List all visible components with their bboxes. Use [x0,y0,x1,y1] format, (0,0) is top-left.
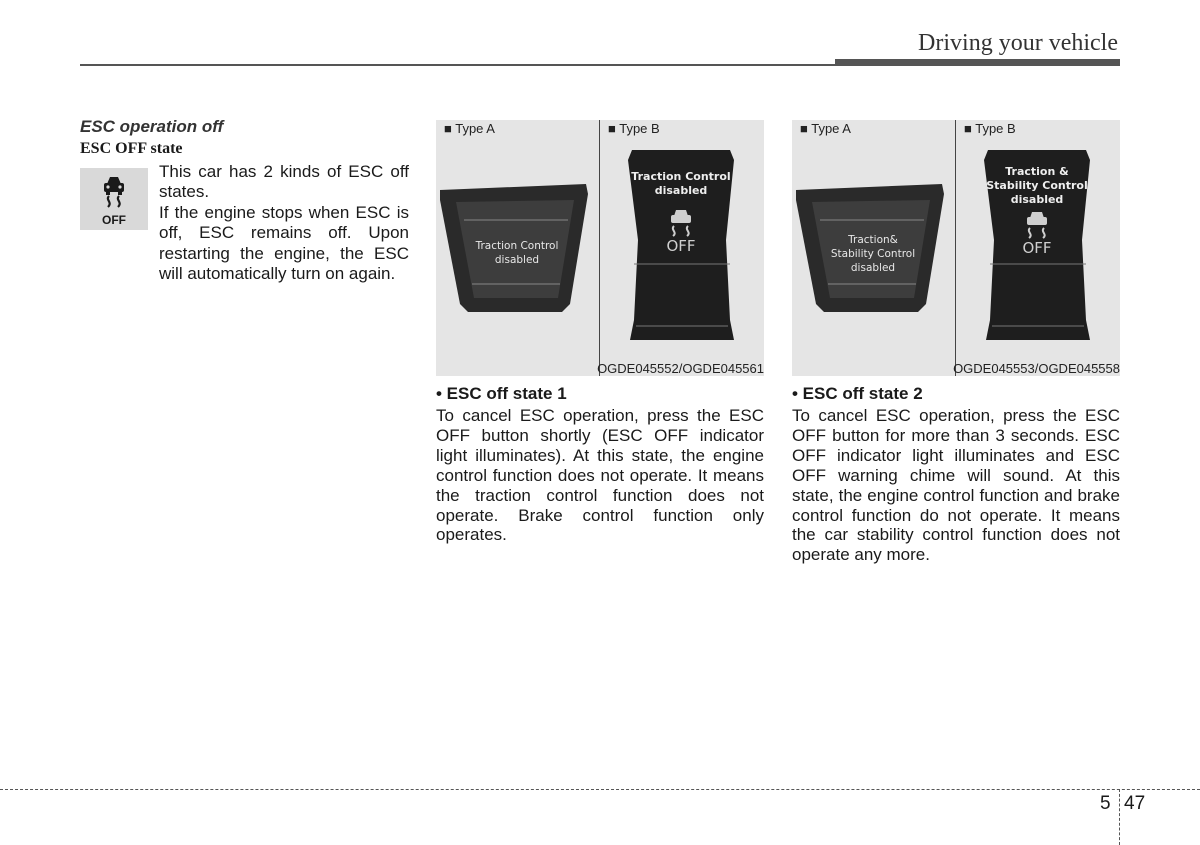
panel-a-line: disabled [850,262,896,274]
figure-esc-off-state-1 [436,120,764,376]
figure-code: OGDE045553/OGDE045558 [953,361,1120,376]
state-2-block [792,384,1120,565]
panel-a-line: Stability Control [830,248,916,260]
panel-b-line: Traction Control [631,170,731,183]
state-body: To cancel ESC operation, press the ESC OFF button shortly (ESC OFF indicator light illuminates). At this state, the engine control function does not operate. It means the traction control function does not operate. Brake control function only operates. [436,406,764,545]
section-body [159,162,409,284]
type-b-label: ■ Type B [608,121,660,136]
figure-esc-off-state-2 [792,120,1120,376]
page-chapter: 5 [1100,793,1111,814]
header-title: Driving your vehicle [918,30,1118,56]
type-a-label: ■ Type A [800,121,851,136]
panel-b-line: Stability Control [986,179,1088,192]
paragraph: If the engine stops when ESC is off, ESC remains off. Upon restarting the engine, the ESC will automatically turn on again. [159,202,409,284]
panel-b-line: disabled [1010,193,1064,206]
figure-code: OGDE045552/OGDE045561 [597,361,764,376]
state-title: • ESC off state 2 [792,384,923,403]
esc-off-icon [80,168,148,230]
state-title: • ESC off state 1 [436,384,567,403]
page-number: 47 [1124,793,1146,814]
type-a-label: ■ Type A [444,121,495,136]
footer-dashed-rule [0,789,1200,790]
panel-b-line: Traction & [1005,165,1069,178]
header-rule-accent [835,59,1120,66]
esc-icon-off-label: OFF [102,213,126,227]
panel-a-line: Traction Control [475,240,559,252]
header-rule [80,64,840,66]
state-1-block [436,384,764,545]
panel-a-line: disabled [494,254,540,266]
panel-a-line: Traction& [848,234,898,246]
footer-page-separator [1119,789,1120,845]
section-title: ESC operation off [80,117,224,136]
state-body: To cancel ESC operation, press the ESC OFF button for more than 3 seconds. ESC OFF indicator light illuminates and ESC OFF warning chime will sound. At this state, the engine control function and brake control function do not operate. It means the car stability control function does not operate any more. [792,406,1120,565]
panel-b-line: disabled [654,184,708,197]
paragraph: This car has 2 kinds of ESC off states. [159,162,409,202]
panel-b-off-label: OFF [1022,239,1052,257]
panel-b-off-label: OFF [666,237,696,255]
section-subtitle: ESC OFF state [80,140,183,157]
type-b-label: ■ Type B [964,121,1016,136]
